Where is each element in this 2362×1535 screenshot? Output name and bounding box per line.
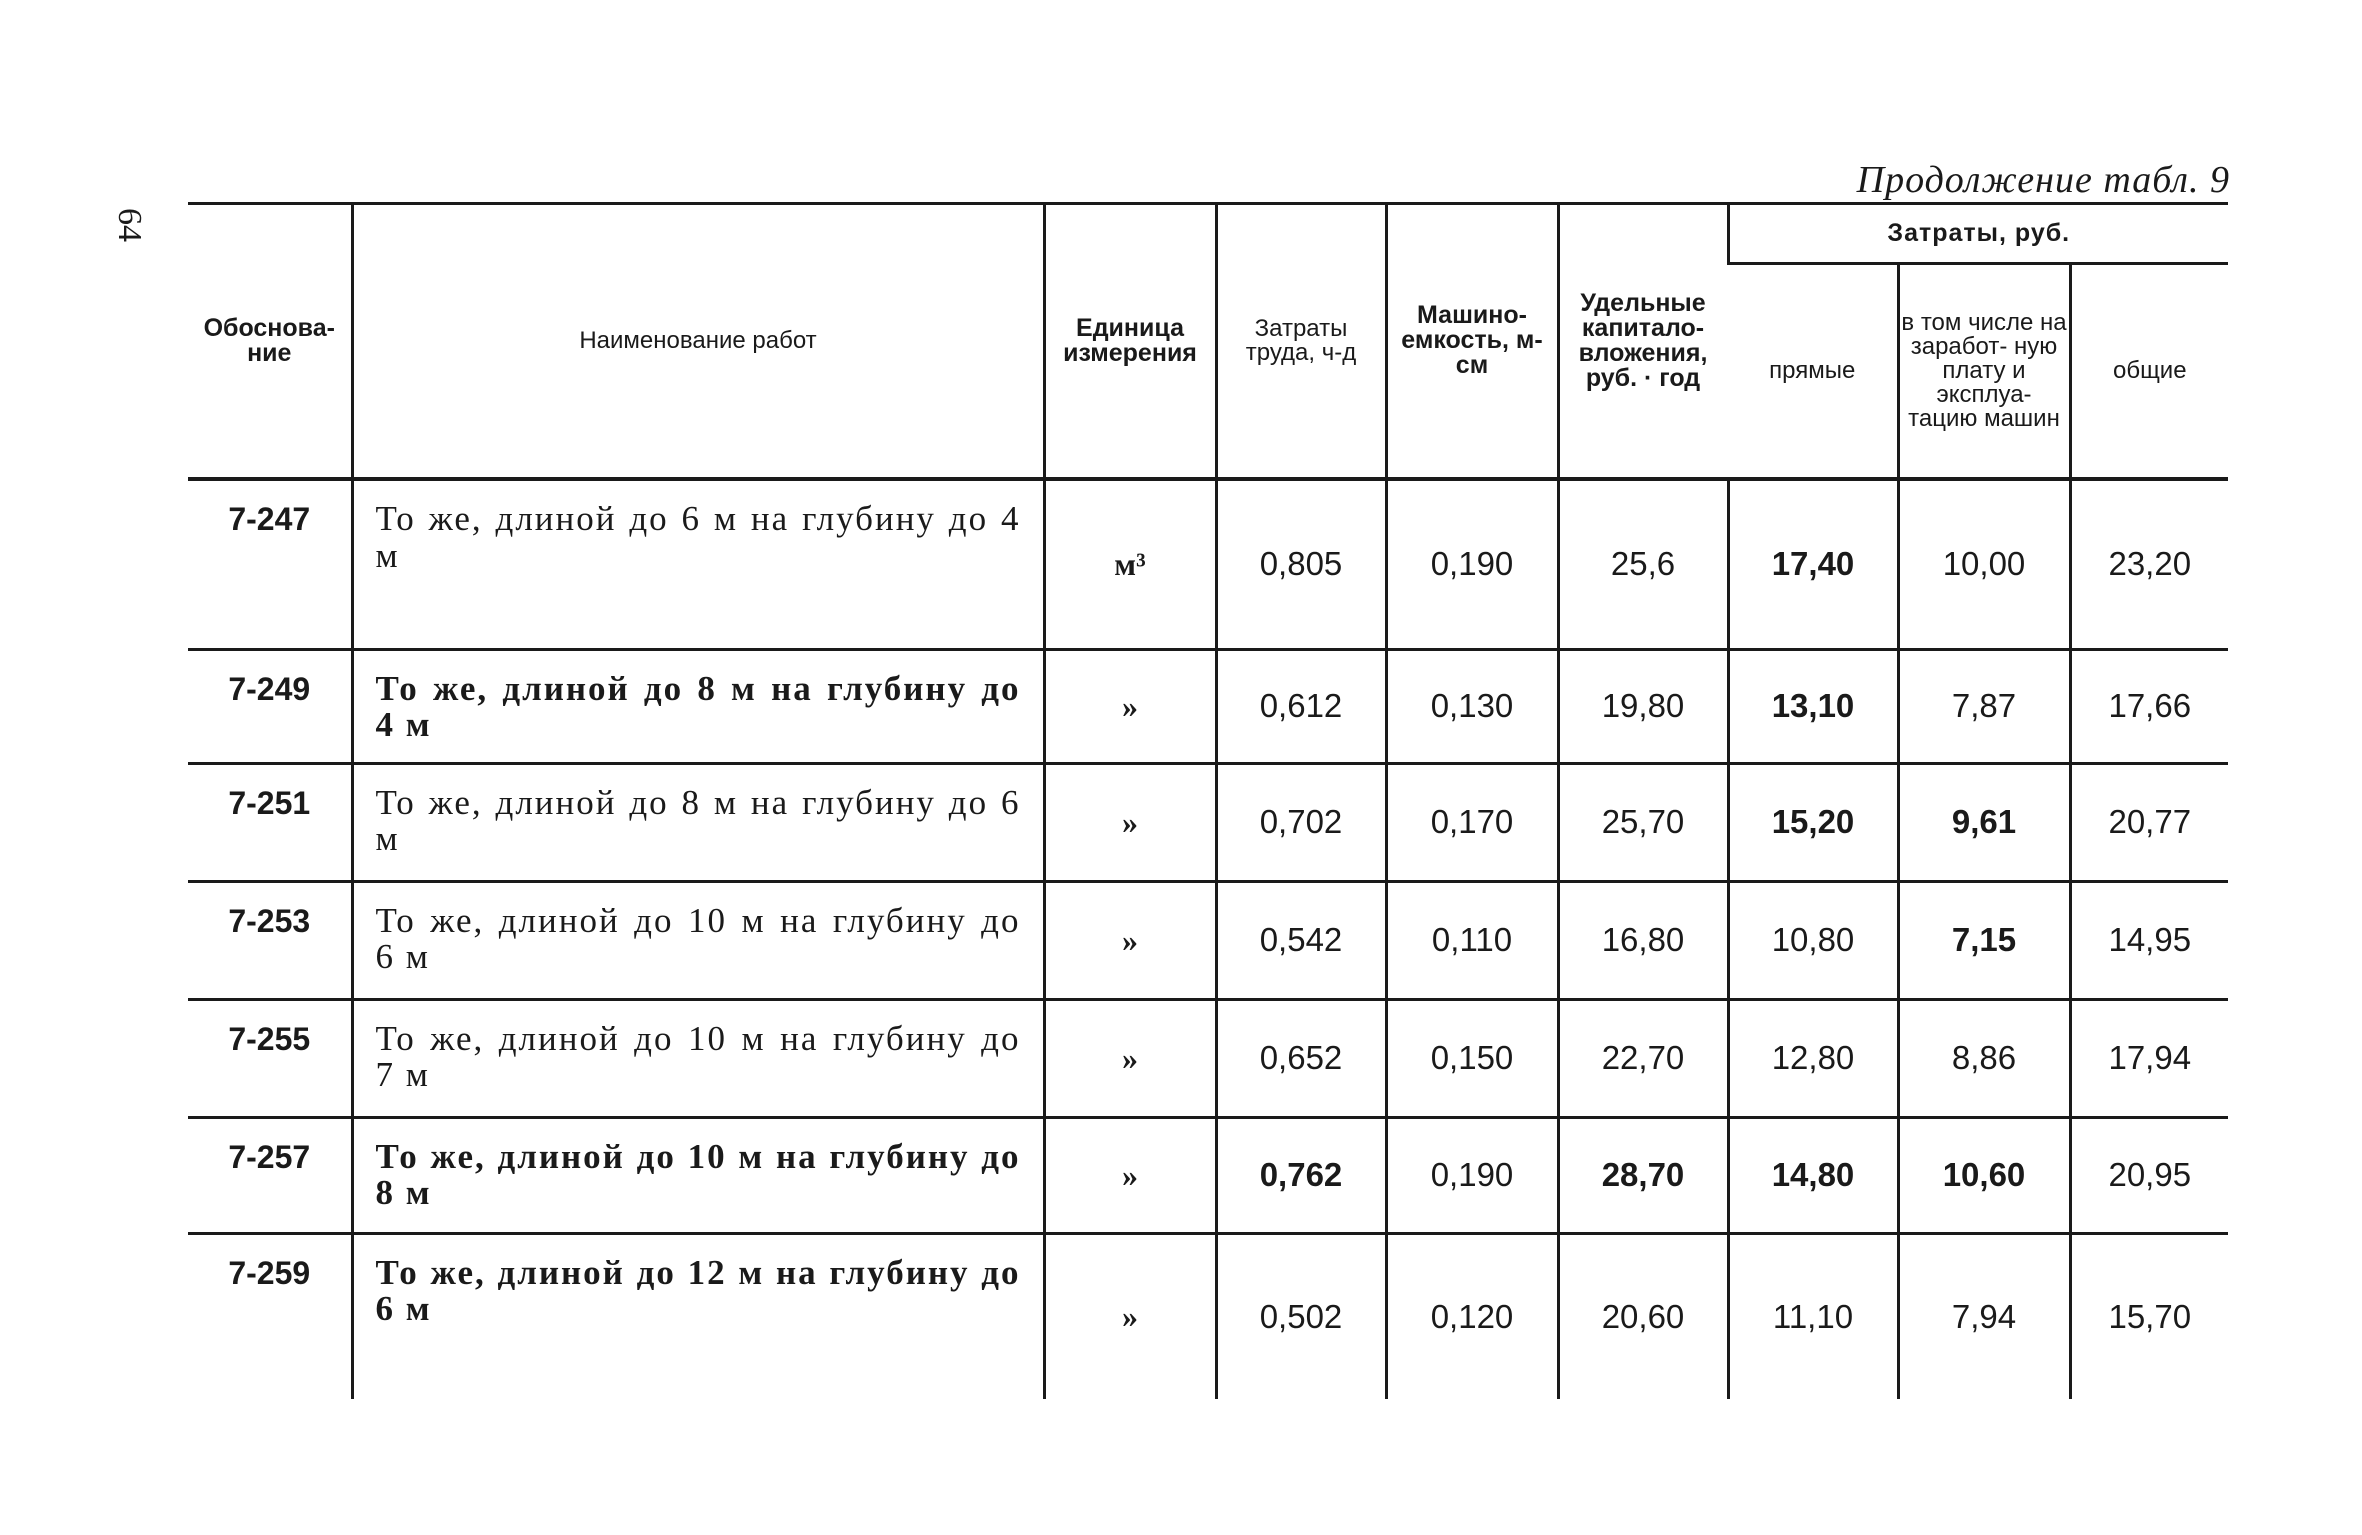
cell-unit: »: [1044, 1233, 1216, 1399]
cell-capital: 20,60: [1558, 1233, 1728, 1399]
table-row: [188, 649, 2228, 763]
cell-code: 7-247: [188, 479, 352, 649]
cell-code: 7-255: [188, 999, 352, 1117]
cell-machine: 0,150: [1386, 999, 1558, 1117]
cost-table: [188, 204, 2228, 1399]
cell-wages: 7,87: [1898, 649, 2070, 763]
cell-total: 20,77: [2070, 763, 2228, 881]
table-row: [188, 1117, 2228, 1233]
header-name: Наименование работ: [352, 204, 1044, 479]
cell-code: 7-249: [188, 649, 352, 763]
table-row: [188, 999, 2228, 1117]
cell-total: 23,20: [2070, 479, 2228, 649]
cell-labor: 0,542: [1216, 881, 1386, 999]
table-caption: Продолжение табл. 9: [1856, 159, 2230, 201]
table-row: [188, 763, 2228, 881]
table-row: [188, 479, 2228, 649]
cell-code: 7-259: [188, 1233, 352, 1399]
table-row: [188, 1233, 2228, 1399]
cell-direct: 14,80: [1728, 1117, 1898, 1233]
cell-machine: 0,110: [1386, 881, 1558, 999]
cell-total: 15,70: [2070, 1233, 2228, 1399]
cell-name: То же, длиной до 10 м на глубину до 7 м: [352, 999, 1044, 1117]
cell-labor: 0,502: [1216, 1233, 1386, 1399]
cell-capital: 19,80: [1558, 649, 1728, 763]
cell-labor: 0,762: [1216, 1117, 1386, 1233]
cell-unit: »: [1044, 881, 1216, 999]
cell-code: 7-257: [188, 1117, 352, 1233]
cell-wages: 7,15: [1898, 881, 2070, 999]
cell-unit: »: [1044, 649, 1216, 763]
header-direct: прямые: [1769, 357, 1856, 384]
cell-name: То же, длиной до 8 м на глубину до 6 м: [352, 763, 1044, 881]
cell-labor: 0,805: [1216, 479, 1386, 649]
header-basis: Обоснова- ние: [203, 313, 335, 367]
header-total: общие: [2070, 264, 2228, 480]
cell-direct: 15,20: [1728, 763, 1898, 881]
header-capital: Удельные капитало- вложения, руб. · год: [1558, 204, 1728, 479]
header-unit: Единица измерения: [1044, 204, 1216, 479]
cell-direct: 17,40: [1728, 479, 1898, 649]
table-top-rule: [188, 202, 2228, 205]
cell-unit: »: [1044, 1117, 1216, 1233]
cell-capital: 28,70: [1558, 1117, 1728, 1233]
cell-labor: 0,702: [1216, 763, 1386, 881]
page-number: 64: [111, 208, 148, 242]
cell-capital: 16,80: [1558, 881, 1728, 999]
cell-code: 7-251: [188, 763, 352, 881]
cell-total: 17,94: [2070, 999, 2228, 1117]
cell-total: 20,95: [2070, 1117, 2228, 1233]
cell-direct: 13,10: [1728, 649, 1898, 763]
cell-total: 17,66: [2070, 649, 2228, 763]
cell-unit: »: [1044, 763, 1216, 881]
header-machine: Машино- емкость, м-см: [1386, 204, 1558, 479]
cell-direct: 12,80: [1728, 999, 1898, 1117]
cell-capital: 25,70: [1558, 763, 1728, 881]
cell-labor: 0,652: [1216, 999, 1386, 1117]
cell-machine: 0,120: [1386, 1233, 1558, 1399]
cell-labor: 0,612: [1216, 649, 1386, 763]
cell-direct: 11,10: [1728, 1233, 1898, 1399]
cell-capital: 22,70: [1558, 999, 1728, 1117]
header-costs-group: Затраты, руб.: [1728, 204, 2228, 264]
cell-wages: 10,60: [1898, 1117, 2070, 1233]
cell-name: То же, длиной до 6 м на глубину до 4 м: [352, 479, 1044, 649]
cell-unit: »: [1044, 999, 1216, 1117]
cell-machine: 0,130: [1386, 649, 1558, 763]
cell-machine: 0,190: [1386, 479, 1558, 649]
cell-wages: 7,94: [1898, 1233, 2070, 1399]
cell-name: То же, длиной до 12 м на глубину до 6 м: [352, 1233, 1044, 1399]
cell-machine: 0,190: [1386, 1117, 1558, 1233]
cell-wages: 10,00: [1898, 479, 2070, 649]
cell-code: 7-253: [188, 881, 352, 999]
cell-name: То же, длиной до 10 м на глубину до 6 м: [352, 881, 1044, 999]
cell-direct: 10,80: [1728, 881, 1898, 999]
header-labor: Затраты труда, ч-д: [1216, 204, 1386, 479]
table-row: [188, 881, 2228, 999]
header-incl-wages: в том числе на заработ- ную плату и эксплуа- тацию машин: [1898, 264, 2070, 480]
cell-name: То же, длиной до 10 м на глубину до 8 м: [352, 1117, 1044, 1233]
cell-unit: м³: [1044, 479, 1216, 649]
cell-wages: 9,61: [1898, 763, 2070, 881]
cell-wages: 8,86: [1898, 999, 2070, 1117]
cell-machine: 0,170: [1386, 763, 1558, 881]
cell-name: То же, длиной до 8 м на глубину до 4 м: [352, 649, 1044, 763]
cell-capital: 25,6: [1558, 479, 1728, 649]
cell-total: 14,95: [2070, 881, 2228, 999]
